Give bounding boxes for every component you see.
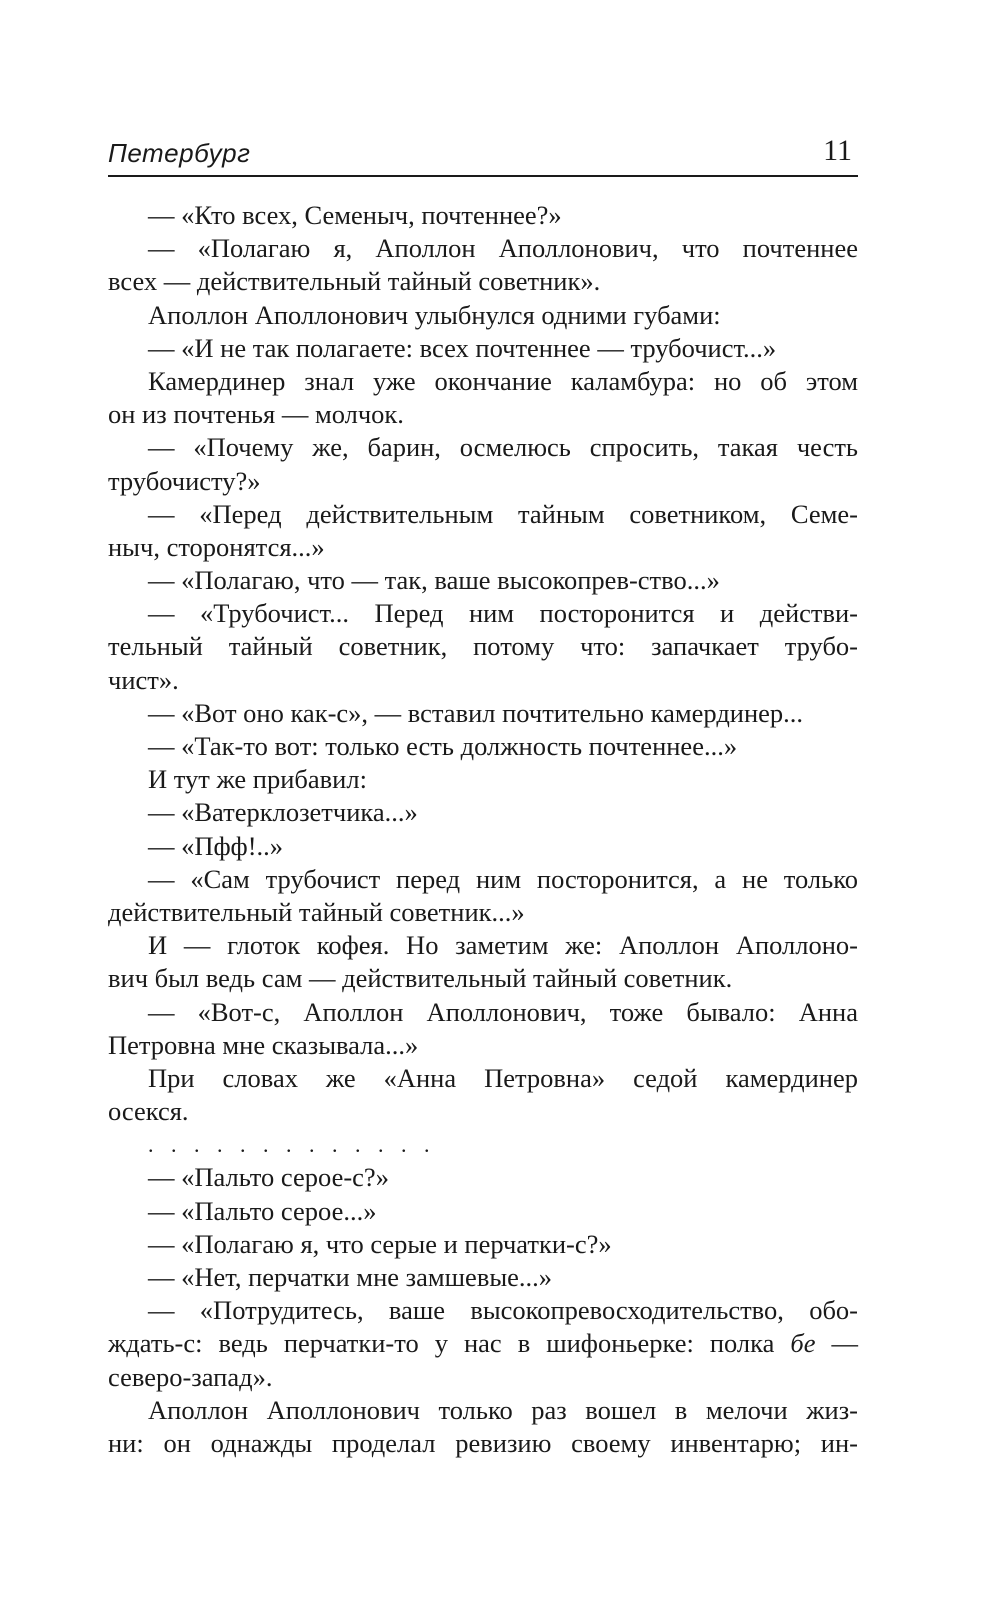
text-line: осекся. [108,1096,189,1127]
text-line: чист». [108,664,179,695]
text-line: вич был ведь сам — действительный тайный советник. [108,963,733,994]
text-line: — «Полагаю я, что серые и перчатки-с?» [148,1228,612,1259]
text-line: ждать-с: ведь перчатки-то у нас в шифоньерке: полка бе — [108,1328,859,1359]
text-line: Камердинер знал уже окончание каламбура: но об этом [148,365,858,396]
text-line: Петровна мне сказывала...» [108,1029,419,1060]
text-line: всех — действительный тайный советник». [108,266,601,297]
text-line: тельный тайный советник, потому что: запачкает трубо- [108,631,858,662]
text-line: — «Полагаю, что — так, ваше высокопрев-ство...» [148,565,720,596]
text-line: — «Нет, перчатки мне замшевые...» [148,1262,553,1292]
running-title: Петербург [108,138,251,168]
text-line: трубочисту?» [108,465,261,496]
text-line: — «Почему же, барин, осмелюсь спросить, такая честь [148,432,858,463]
text-line: — «Потрудитесь, ваше высокопревосходительство, обо- [148,1295,858,1326]
text-line: — «Кто всех, Семеныч, почтеннее?» [148,200,562,230]
text-line: — «Пальто серое...» [148,1195,377,1226]
text-line: ныч, сторонятся...» [108,531,325,562]
text-line: И тут же прибавил: [148,764,367,795]
text-line: ни: он однажды проделал ревизию своему инвентарю; ин- [108,1427,858,1458]
text-body [108,199,858,1460]
text-line: Аполлон Аполлонович только раз вошел в мелочи жиз- [148,1394,858,1425]
text-line: Аполлон Аполлонович улыбнулся одними губами: [148,299,721,330]
text-line: — «Пфф!..» [148,830,284,861]
text-line: — «Перед действительным тайным советником, Семе- [148,498,858,529]
text-line: — «Трубочист... Перед ним посторонится и действи- [148,598,858,629]
text-line: — «И не так полагаете: всех почтеннее — трубочист...» [148,332,777,363]
running-head [108,130,858,177]
text-line: — «Сам трубочист перед ним посторонится, а не только [148,863,858,894]
text-line: северо-запад». [108,1361,273,1392]
text-line: — «Пальто серое-с?» [148,1162,389,1193]
text-line: И — глоток кофея. Но заметим же: Аполлон Аполлоно- [148,930,858,961]
page-number: 11 [823,134,852,167]
text-line: При словах же «Анна Петровна» седой камердинер [148,1062,858,1093]
text-line: — «Вот оно как-с», — вставил почтительно камердинер... [148,697,804,728]
text-line: — «Полагаю я, Аполлон Аполлонович, что почтеннее [148,233,858,264]
text-line: . . . . . . . . . . . . . [148,1132,436,1158]
text-line: — «Вот-с, Аполлон Аполлонович, тоже бывало: Анна [148,996,858,1027]
text-line: действительный тайный советник...» [108,896,525,927]
text-line: — «Ватерклозетчика...» [148,797,418,828]
text-line: он из почтенья — молчок. [108,399,404,430]
text-line: — «Так-то вот: только есть должность почтеннее...» [148,731,738,761]
